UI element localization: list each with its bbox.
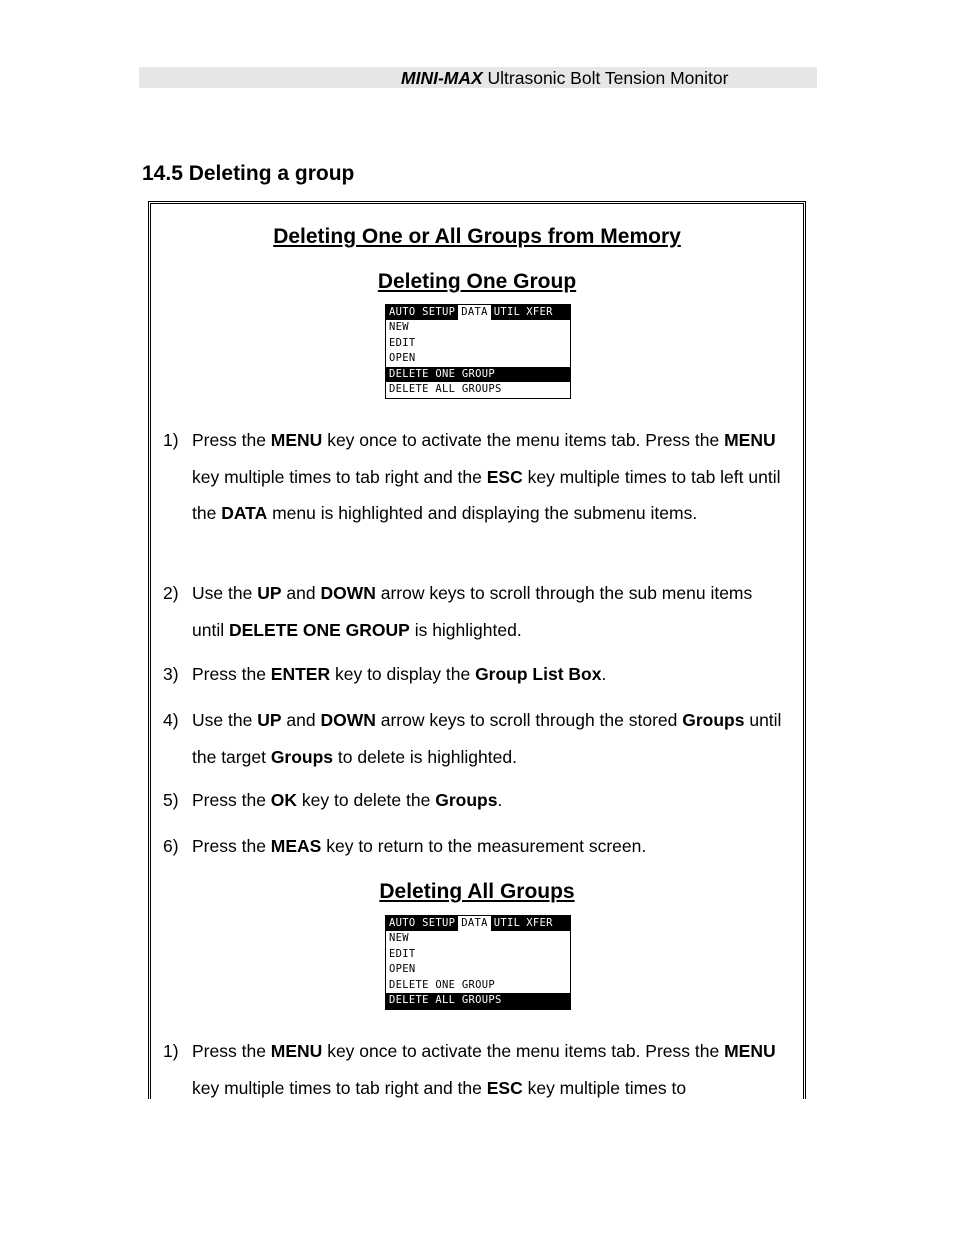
step-number: 2): [163, 583, 179, 603]
key-term: Groups: [270, 746, 334, 767]
step-text-run: key to return to the measurement screen.: [321, 836, 647, 856]
step-number: 3): [163, 664, 179, 684]
step-text-run: and: [281, 710, 321, 730]
step-text: [192, 702, 788, 775]
menu-item-edit: EDIT: [389, 947, 416, 960]
step-text-run: key multiple times to tab right and the: [192, 466, 487, 487]
menu-item-delete-one-group: DELETE ONE GROUP: [386, 367, 570, 383]
step-text-run: Press the: [192, 1041, 271, 1061]
step-text-run: until the target: [192, 710, 782, 767]
step-4: [163, 702, 788, 775]
data-menu-screenshot-all: [385, 915, 571, 1010]
step-text-run: .: [497, 790, 503, 810]
delete-one-heading: Deleting One Group: [377, 270, 577, 293]
delete-all-heading: Deleting All Groups: [379, 880, 575, 903]
box-heading: Deleting One or All Groups from Memory: [273, 225, 681, 248]
step-5: [163, 782, 788, 819]
step-text-run: key multiple times to: [522, 1077, 687, 1098]
step-number: 5): [163, 790, 179, 810]
tab-auto-setup: AUTO SETUP: [389, 917, 456, 929]
tab-xfer: XFER: [526, 917, 553, 929]
step-1: [163, 422, 788, 532]
key-term: ENTER: [270, 664, 331, 684]
key-term: DOWN: [320, 710, 376, 730]
step-text-run: key multiple times to tab right and the: [192, 1077, 487, 1098]
step-number: 4): [163, 710, 179, 730]
tab-auto-setup: AUTO SETUP: [389, 306, 456, 318]
step-text: [192, 828, 788, 865]
menu-item-new: NEW: [389, 932, 409, 944]
section-title: 14.5 Deleting a group: [142, 162, 355, 185]
menu-item-delete-all-groups: DELETE ALL GROUPS: [389, 383, 502, 395]
step-text-run: key once to activate the menu items tab. Press the: [322, 430, 725, 450]
key-term: ESC: [486, 1077, 523, 1098]
tab-data: DATA: [458, 916, 491, 931]
tab-data: DATA: [458, 305, 491, 320]
step-text: [192, 422, 788, 532]
step-3: [163, 656, 788, 693]
step-text-run: Press the: [192, 836, 271, 856]
step-1: [163, 1033, 788, 1106]
step-number: 6): [163, 836, 179, 856]
key-term: MENU: [724, 430, 776, 450]
step-text-run: Use the: [192, 710, 258, 730]
step-text-run: is highlighted.: [409, 619, 522, 640]
step-text-run: .: [601, 664, 607, 684]
step-text: [192, 782, 788, 819]
step-number: 1): [163, 430, 179, 450]
menu-item-delete-one-group: DELETE ONE GROUP: [389, 978, 495, 991]
menu-tab-bar: [386, 305, 570, 320]
step-2: [163, 575, 788, 648]
menu-item-edit: EDIT: [389, 336, 416, 349]
step-number: 1): [163, 1041, 179, 1061]
step-text-run: menu is highlighted and displaying the submenu items.: [267, 503, 698, 523]
step-text-run: arrow keys to scroll through the sub menu items until: [192, 583, 753, 640]
step-text-run: to delete is highlighted.: [333, 746, 517, 767]
menu-item-open: OPEN: [389, 352, 416, 364]
key-term: MENU: [724, 1041, 776, 1061]
key-term: UP: [257, 710, 282, 730]
key-term: UP: [257, 583, 282, 603]
step-text: [192, 575, 788, 648]
step-text: [192, 656, 788, 693]
menu-item-delete-all-groups: DELETE ALL GROUPS: [386, 993, 570, 1009]
step-text-run: arrow keys to scroll through the stored: [375, 710, 683, 730]
step-text: [192, 1033, 788, 1106]
menu-item-new: NEW: [389, 321, 409, 333]
key-term: MENU: [270, 1041, 323, 1061]
key-term: DATA: [221, 503, 268, 523]
step-text-run: Press the: [192, 790, 271, 810]
key-term: Groups: [682, 710, 745, 730]
step-text-run: Press the: [192, 664, 271, 684]
key-term: MENU: [270, 430, 323, 450]
step-text-run: key to display the: [330, 664, 476, 684]
data-menu-screenshot-one: [385, 304, 571, 399]
key-term: ESC: [486, 466, 523, 487]
step-text-run: key once to activate the menu items tab. Press the: [322, 1041, 725, 1061]
step-text-run: Press the: [192, 430, 271, 450]
key-term: DELETE ONE GROUP: [228, 619, 410, 640]
menu-item-open: OPEN: [389, 963, 416, 975]
step-text-run: key multiple times to tab left until the: [192, 466, 781, 523]
product-name: MINI-MAX: [401, 68, 483, 88]
step-6: [163, 828, 788, 865]
key-term: MEAS: [270, 836, 322, 856]
step-text-run: and: [281, 583, 321, 603]
step-text-run: key to delete the: [297, 790, 436, 810]
key-term: Group List Box: [475, 664, 602, 684]
header-subtitle: Ultrasonic Bolt Tension Monitor: [482, 68, 729, 88]
key-term: Groups: [435, 790, 498, 810]
running-header: [401, 68, 728, 88]
tab-util: UTIL: [493, 917, 521, 929]
step-text-run: Use the: [192, 583, 258, 603]
tab-util: UTIL: [493, 306, 521, 318]
tab-xfer: XFER: [526, 306, 553, 318]
menu-tab-bar: [386, 916, 570, 931]
key-term: OK: [270, 790, 298, 810]
key-term: DOWN: [320, 583, 376, 603]
page-bottom-margin: [0, 1099, 954, 1235]
